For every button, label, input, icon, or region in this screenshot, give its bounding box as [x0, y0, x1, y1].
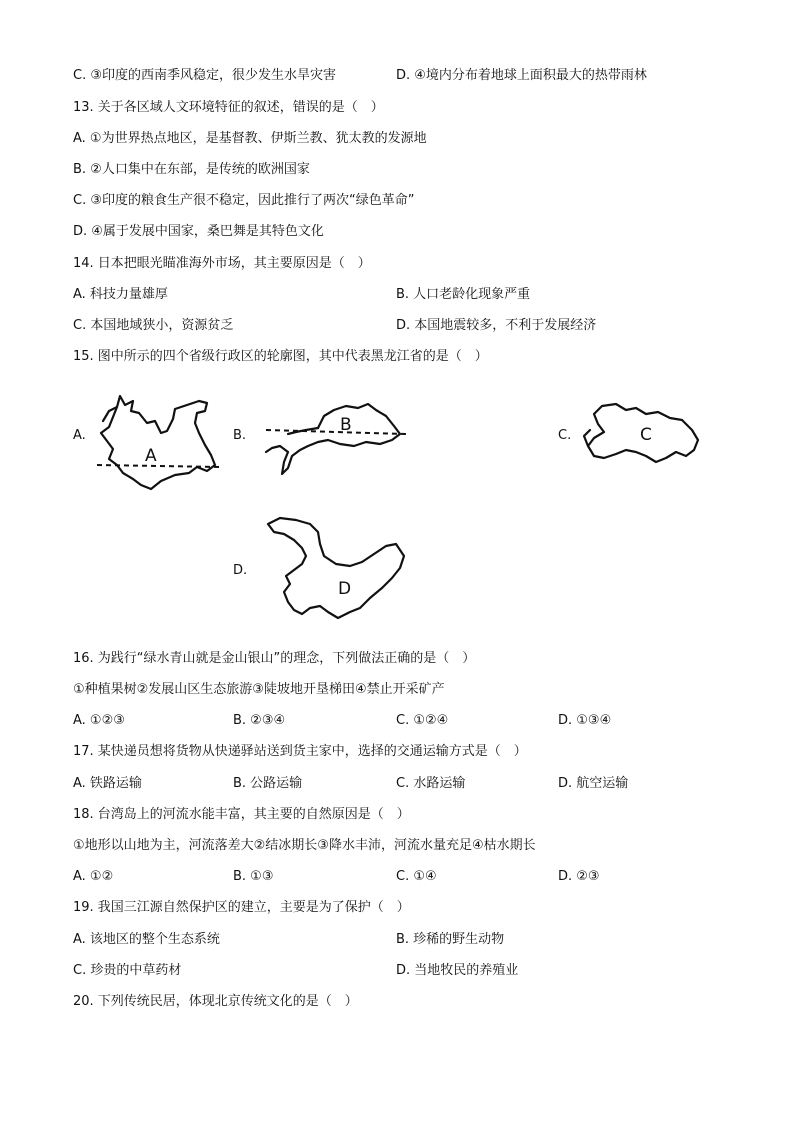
q13-option-d: D. ④属于发展中国家，桑巴舞是其特色文化 [73, 224, 324, 239]
q16-stem: 16. 为践行“绿水青山就是金山银山”的理念，下列做法正确的是（ ） [73, 651, 476, 666]
map-outline-b [262, 402, 410, 480]
q18-option-c: C. ①④ [396, 869, 437, 884]
q15-option-a-label: A. [73, 428, 86, 443]
q17-option-b: B. 公路运输 [233, 776, 303, 791]
q14-option-a: A. 科技力量雄厚 [73, 287, 168, 302]
q19-option-c: C. 珍贵的中草药材 [73, 963, 182, 978]
q17-option-d: D. 航空运输 [558, 776, 629, 791]
q14-option-d: D. 本国地震较多，不利于发展经济 [396, 318, 597, 333]
q14-option-c: C. 本国地域狭小，资源贫乏 [73, 318, 234, 333]
q13-option-a: A. ①为世界热点地区，是基督教、伊斯兰教、犹太教的发源地 [73, 131, 427, 146]
map-c-letter: C [640, 425, 652, 445]
q18-items: ①地形以山地为主，河流落差大②结冰期长③降水丰沛，河流水量充足④枯水期长 [73, 838, 536, 853]
q15-stem: 15. 图中所示的四个省级行政区的轮廓图，其中代表黑龙江省的是（ ） [73, 349, 488, 364]
q16-option-b: B. ②③④ [233, 713, 286, 728]
map-d-letter: D [338, 579, 352, 599]
map-a-letter: A [145, 446, 157, 466]
q17-option-c: C. 水路运输 [396, 776, 466, 791]
q14-option-b: B. 人口老龄化现象严重 [396, 287, 531, 302]
q18-option-a: A. ①② [73, 869, 114, 884]
q18-option-d: D. ②③ [558, 869, 600, 884]
q17-stem: 17. 某快递员想将货物从快递驿站送到货主家中，选择的交通运输方式是（ ） [73, 744, 527, 759]
q13-option-c: C. ③印度的粮食生产很不稳定，因此推行了两次“绿色革命” [73, 193, 415, 208]
q15-option-c-label: C. [558, 428, 572, 443]
q18-option-b: B. ①③ [233, 869, 274, 884]
q20-stem: 20. 下列传统民居，体现北京传统文化的是（ ） [73, 994, 358, 1009]
q13-stem: 13. 关于各区域人文环境特征的叙述，错误的是（ ） [73, 100, 384, 115]
q18-stem: 18. 台湾岛上的河流水能丰富，其主要的自然原因是（ ） [73, 807, 410, 822]
q16-option-a: A. ①②③ [73, 713, 125, 728]
map-outline-d [262, 514, 422, 624]
map-outline-c [582, 402, 706, 466]
q16-items: ①种植果树②发展山区生态旅游③陡坡地开垦梯田④禁止开采矿产 [73, 682, 445, 697]
q19-stem: 19. 我国三江源自然保护区的建立，主要是为了保护（ ） [73, 900, 410, 915]
q13-option-b: B. ②人口集中在东部，是传统的欧洲国家 [73, 162, 310, 177]
q16-option-c: C. ①②④ [396, 713, 449, 728]
q19-option-d: D. 当地牧民的养殖业 [396, 963, 519, 978]
q17-option-a: A. 铁路运输 [73, 776, 142, 791]
q15-option-d-label: D. [233, 563, 248, 578]
map-outline-a [95, 393, 225, 493]
q12-option-c: C. ③印度的西南季风稳定，很少发生水旱灾害 [73, 68, 336, 83]
q14-stem: 14. 日本把眼光瞄准海外市场，其主要原因是（ ） [73, 256, 371, 271]
map-b-letter: B [340, 415, 352, 435]
q19-option-b: B. 珍稀的野生动物 [396, 932, 505, 947]
q19-option-a: A. 该地区的整个生态系统 [73, 932, 220, 947]
q12-option-d: D. ④境内分布着地球上面积最大的热带雨林 [396, 68, 647, 83]
q15-option-b-label: B. [233, 428, 247, 443]
q16-option-d: D. ①③④ [558, 713, 612, 728]
